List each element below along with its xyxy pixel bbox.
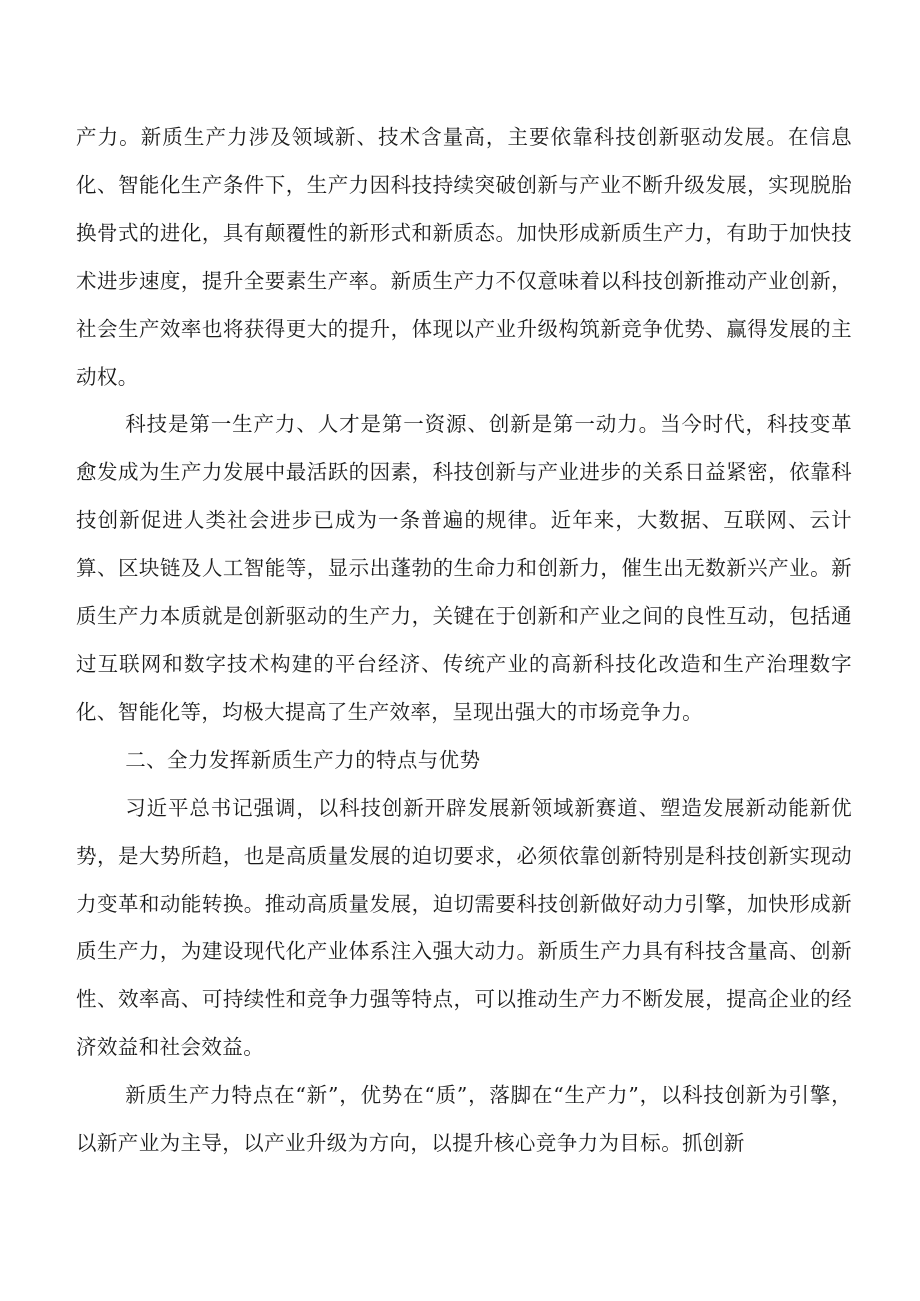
paragraph-xi-emphasis: 习近平总书记强调，以科技创新开辟发展新领域新赛道、塑造发展新动能新优势，是大势所趋，也是高质量发展的迫切要求，必须依靠创新特别是科技创新实现动力变革和动能转换。推动高质量发展，迫切需要科技创新做好动力引擎，加快形成新质生产力，为建设现代化产业体系注入强大动力。新质生产力具有科技含量高、创新性、效率高、可持续性和竞争力强等特点，可以推动生产力不断发展，提高企业的经济效益和社会效益。 — [76, 795, 852, 1060]
paragraph-continuation: 产力。新质生产力涉及领域新、技术含量高，主要依靠科技创新驱动发展。在信息化、智能化生产条件下，生产力因科技持续突破创新与产业不断升级发展，实现脱胎换骨式的进化，具有颠覆性的新形式和新质态。加快形成新质生产力，有助于加快技术进步速度，提升全要素生产率。新质生产力不仅意味着以科技创新推动产业创新，社会生产效率也将获得更大的提升，体现以产业升级构筑新竞争优势、赢得发展的主动权。 — [76, 125, 852, 389]
paragraph-features: 新质生产力特点在“新”，优势在“质”，落脚在“生产力”，以科技创新为引擎，以新产业为主导，以产业升级为方向，以提升核心竞争力为目标。抓创新 — [76, 1083, 852, 1156]
paragraph-tech-productivity: 科技是第一生产力、人才是第一资源、创新是第一动力。当今时代，科技变革愈发成为生产力发展中最活跃的因素，科技创新与产业进步的关系日益紧密，依靠科技创新促进人类社会进步已成为一条普遍的规律。近年来，大数据、互联网、云计算、区块链及人工智能等，显示出蓬勃的生命力和创新力，催生出无数新兴产业。新质生产力本质就是创新驱动的生产力，关键在于创新和产业之间的良性互动，包括通过互联网和数字技术构建的平台经济、传统产业的高新科技化改造和生产治理数字化、智能化等，均极大提高了生产效率，呈现出强大的市场竞争力。 — [76, 412, 852, 724]
section-heading: 二、全力发挥新质生产力的特点与优势 — [125, 747, 481, 772]
document-body — [76, 114, 852, 1168]
